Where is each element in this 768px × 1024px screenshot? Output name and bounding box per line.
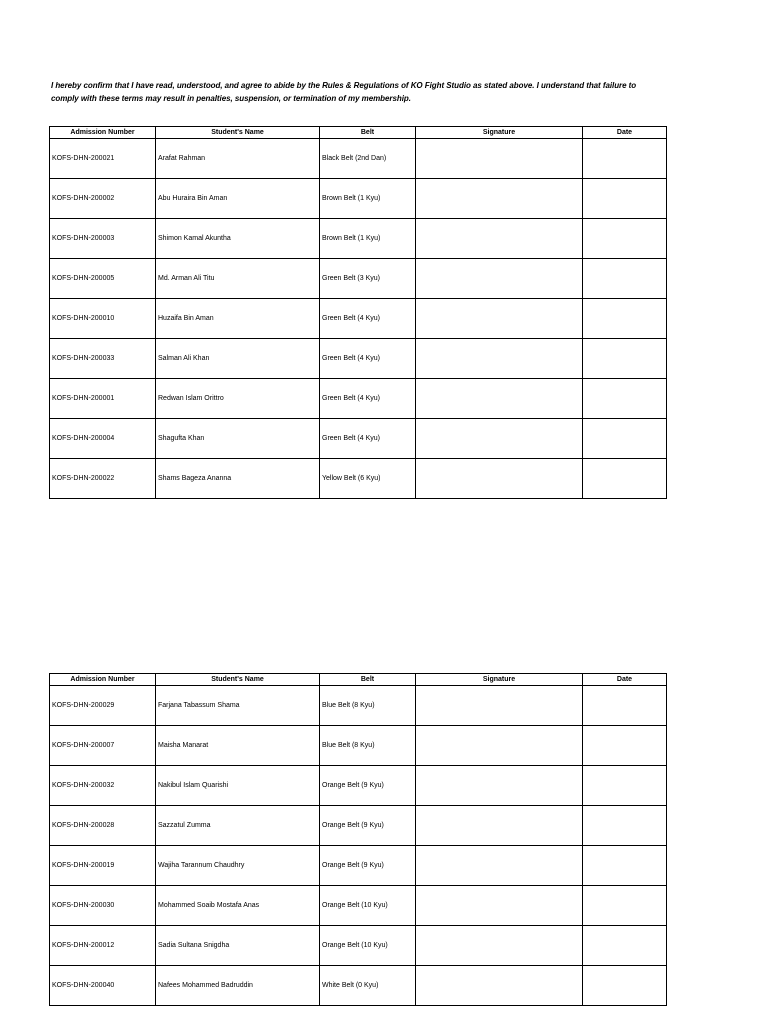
cell-belt: Green Belt (4 Kyu) [320,339,416,379]
table-row [50,179,667,219]
table-row [50,686,667,726]
cell-date[interactable] [583,259,667,299]
table-row [50,379,667,419]
cell-signature[interactable] [416,846,583,886]
cell-date[interactable] [583,886,667,926]
cell-student-name: Redwan Islam Orittro [156,379,320,419]
cell-signature[interactable] [416,926,583,966]
cell-student-name: Shams Bageza Ananna [156,459,320,499]
cell-signature[interactable] [416,766,583,806]
cell-student-name: Nafees Mohammed Badruddin [156,966,320,1006]
cell-date[interactable] [583,339,667,379]
cell-signature[interactable] [416,726,583,766]
cell-admission-number: KOFS-DHN-200029 [50,686,156,726]
cell-signature[interactable] [416,966,583,1006]
table-row [50,259,667,299]
cell-admission-number: KOFS-DHN-200007 [50,726,156,766]
cell-student-name: Sadia Sultana Snigdha [156,926,320,966]
confirmation-statement: I hereby confirm that I have read, understood, and agree to abide by the Rules & Regulations of KO Fight Studio as stated above. I understand that failure to comply with these terms may result in penalties, suspension, or termination of my membership. [51,81,637,103]
cell-student-name: Maisha Manarat [156,726,320,766]
cell-date[interactable] [583,219,667,259]
cell-signature[interactable] [416,339,583,379]
cell-student-name: Arafat Rahman [156,139,320,179]
table-row [50,459,667,499]
header-signature: Signature [416,674,583,686]
cell-belt: Green Belt (4 Kyu) [320,299,416,339]
cell-admission-number: KOFS-DHN-200001 [50,379,156,419]
cell-belt: Orange Belt (9 Kyu) [320,806,416,846]
cell-student-name: Mohammed Soaib Mostafa Anas [156,886,320,926]
cell-signature[interactable] [416,219,583,259]
cell-admission-number: KOFS-DHN-200033 [50,339,156,379]
cell-signature[interactable] [416,886,583,926]
table-row [50,299,667,339]
cell-belt: Orange Belt (10 Kyu) [320,886,416,926]
cell-signature[interactable] [416,379,583,419]
cell-student-name: Md. Arman Ali Titu [156,259,320,299]
cell-admission-number: KOFS-DHN-200002 [50,179,156,219]
cell-signature[interactable] [416,139,583,179]
cell-belt: Brown Belt (1 Kyu) [320,219,416,259]
cell-belt: Orange Belt (10 Kyu) [320,926,416,966]
cell-belt: Green Belt (4 Kyu) [320,419,416,459]
header-admission-number: Admission Number [50,674,156,686]
cell-signature[interactable] [416,419,583,459]
cell-date[interactable] [583,846,667,886]
table-row [50,846,667,886]
cell-student-name: Farjana Tabassum Shama [156,686,320,726]
cell-belt: Orange Belt (9 Kyu) [320,846,416,886]
cell-student-name: Sazzatul Zumma [156,806,320,846]
cell-admission-number: KOFS-DHN-200012 [50,926,156,966]
table-row [50,139,667,179]
cell-belt: Blue Belt (8 Kyu) [320,686,416,726]
cell-date[interactable] [583,726,667,766]
table-row [50,966,667,1006]
cell-signature[interactable] [416,459,583,499]
cell-belt: White Belt (0 Kyu) [320,966,416,1006]
cell-date[interactable] [583,459,667,499]
cell-signature[interactable] [416,806,583,846]
cell-date[interactable] [583,766,667,806]
cell-admission-number: KOFS-DHN-200022 [50,459,156,499]
cell-belt: Green Belt (4 Kyu) [320,379,416,419]
table-row [50,419,667,459]
cell-date[interactable] [583,806,667,846]
cell-date[interactable] [583,926,667,966]
cell-admission-number: KOFS-DHN-200040 [50,966,156,1006]
cell-belt: Black Belt (2nd Dan) [320,139,416,179]
cell-date[interactable] [583,419,667,459]
table-row [50,886,667,926]
attendance-table-2 [49,673,667,1006]
table-row [50,766,667,806]
cell-admission-number: KOFS-DHN-200005 [50,259,156,299]
header-admission-number: Admission Number [50,127,156,139]
header-row [50,127,667,139]
cell-belt: Brown Belt (1 Kyu) [320,179,416,219]
cell-date[interactable] [583,379,667,419]
cell-student-name: Salman Ali Khan [156,339,320,379]
cell-date[interactable] [583,179,667,219]
cell-admission-number: KOFS-DHN-200021 [50,139,156,179]
header-belt: Belt [320,674,416,686]
cell-admission-number: KOFS-DHN-200032 [50,766,156,806]
cell-admission-number: KOFS-DHN-200010 [50,299,156,339]
table-row [50,926,667,966]
table-row [50,339,667,379]
cell-date[interactable] [583,686,667,726]
table-row [50,726,667,766]
header-date: Date [583,127,667,139]
cell-date[interactable] [583,139,667,179]
cell-student-name: Wajiha Tarannum Chaudhry [156,846,320,886]
cell-belt: Yellow Belt (6 Kyu) [320,459,416,499]
cell-belt: Orange Belt (9 Kyu) [320,766,416,806]
cell-admission-number: KOFS-DHN-200030 [50,886,156,926]
cell-belt: Green Belt (3 Kyu) [320,259,416,299]
cell-student-name: Huzaifa Bin Aman [156,299,320,339]
cell-date[interactable] [583,966,667,1006]
header-student-name: Student's Name [156,674,320,686]
cell-admission-number: KOFS-DHN-200028 [50,806,156,846]
cell-student-name: Abu Huraira Bin Aman [156,179,320,219]
header-student-name: Student's Name [156,127,320,139]
cell-signature[interactable] [416,259,583,299]
cell-admission-number: KOFS-DHN-200004 [50,419,156,459]
attendance-table-1 [49,126,667,499]
cell-admission-number: KOFS-DHN-200019 [50,846,156,886]
cell-admission-number: KOFS-DHN-200003 [50,219,156,259]
cell-belt: Blue Belt (8 Kyu) [320,726,416,766]
cell-signature[interactable] [416,686,583,726]
header-belt: Belt [320,127,416,139]
cell-student-name: Nakibul Islam Quarishi [156,766,320,806]
cell-signature[interactable] [416,179,583,219]
header-signature: Signature [416,127,583,139]
cell-student-name: Shagufta Khan [156,419,320,459]
header-row [50,674,667,686]
cell-signature[interactable] [416,299,583,339]
table-row [50,806,667,846]
header-date: Date [583,674,667,686]
cell-date[interactable] [583,299,667,339]
table-row [50,219,667,259]
cell-student-name: Shimon Kamal Akuntha [156,219,320,259]
